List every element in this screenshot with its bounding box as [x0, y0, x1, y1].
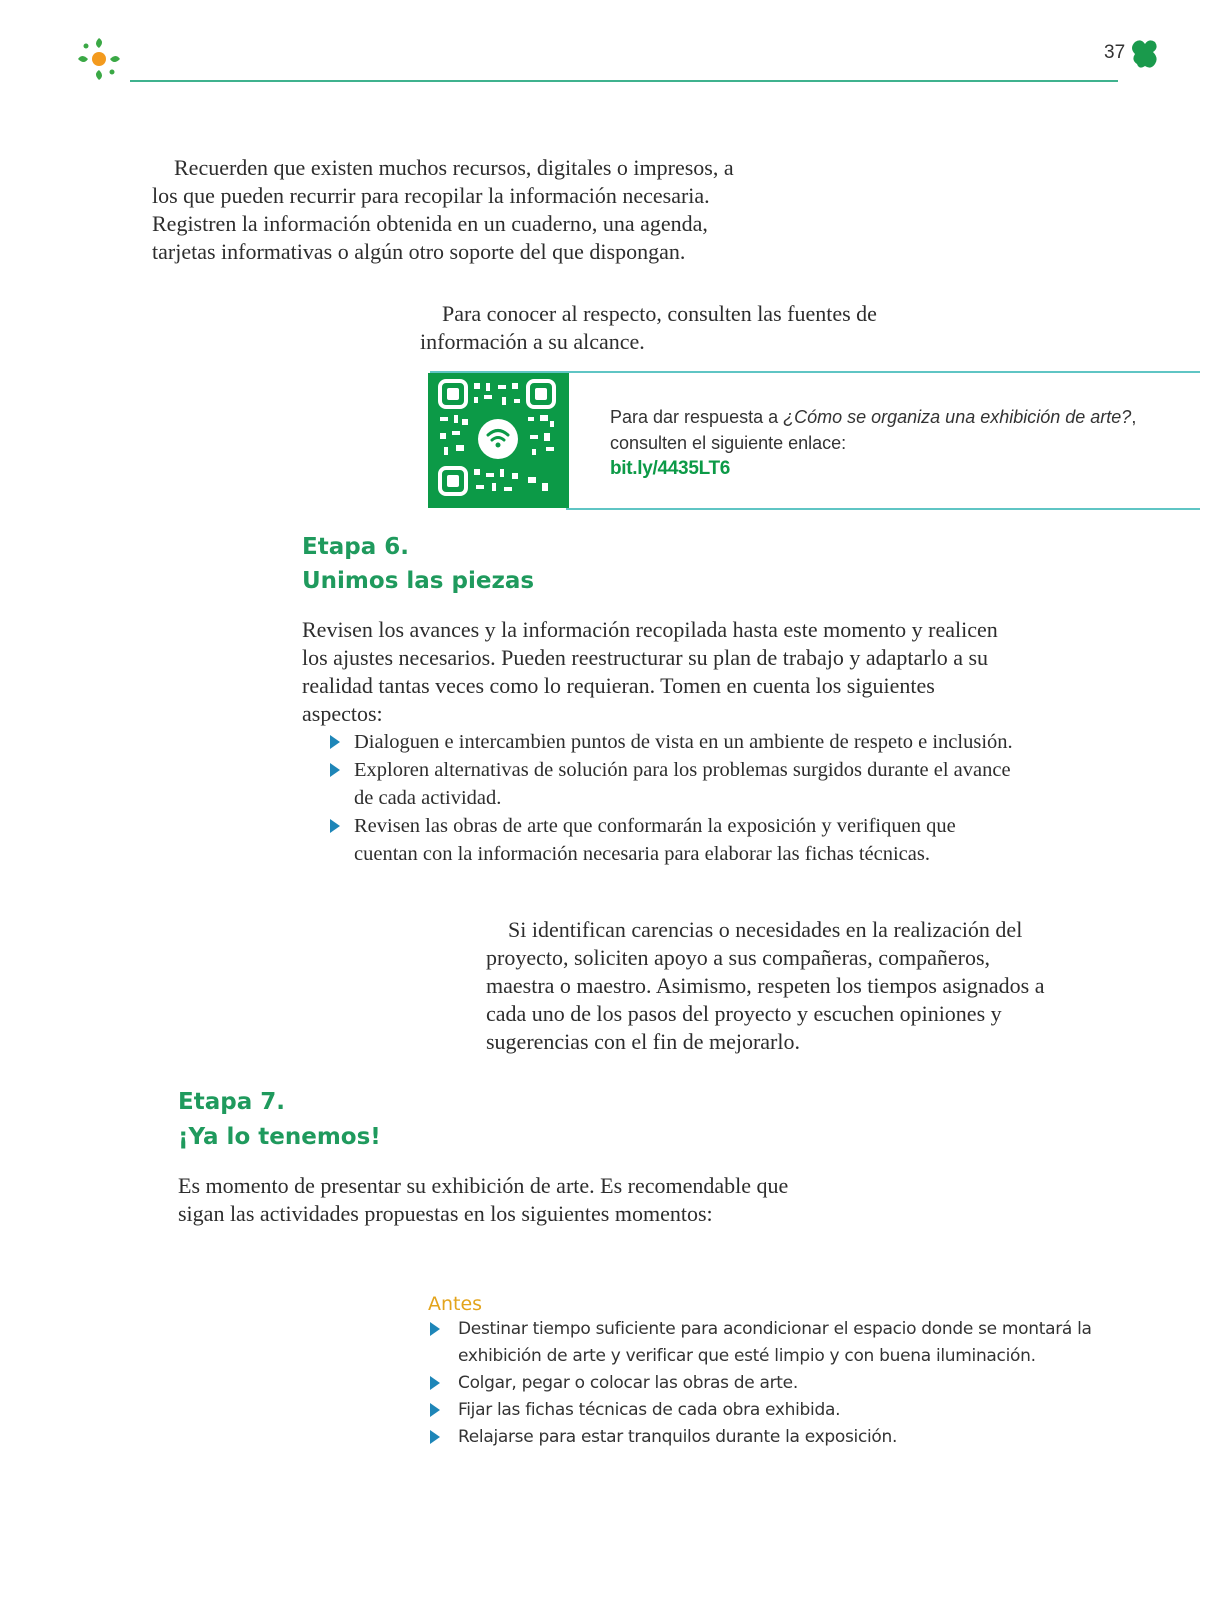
intro-paragraph: Recuerden que existen muchos recursos, digitales o impresos, a los que pueden recurrir para recopilar la información necesaria. Registren la información obtenida en un cuaderno, una agenda, tarjetas informativas o algún otro soporte del que dispongan.	[152, 155, 734, 264]
list-item: Revisen las obras de arte que conformarán la exposición y verifiquen que cuentan con la información necesaria para elaborar las fichas técnicas.	[302, 812, 1022, 868]
triangle-bullet-icon	[430, 1403, 440, 1417]
triangle-bullet-icon	[430, 1430, 440, 1444]
antes-title: Antes	[428, 1293, 483, 1315]
triangle-bullet-icon	[430, 1322, 440, 1336]
triangle-bullet-icon	[430, 1376, 440, 1390]
triangle-bullet-icon	[330, 819, 340, 833]
etapa6-note: Si identifican carencias o necesidades en la realización del proyecto, soliciten apoyo a sus compañeras, compañeros, maestra o maestro. Asimismo, respeten los tiempos asignados a cada uno de los pasos del proyecto y escuchen opiniones y sugerencias con el fin de mejorarlo.	[486, 917, 1045, 1054]
etapa6-title: Etapa 6.	[302, 534, 409, 560]
qr-link[interactable]: bit.ly/4435LT6	[610, 458, 731, 479]
know-more-paragraph: Para conocer al respecto, consulten las fuentes de información a su alcance.	[420, 301, 877, 354]
qr-code-icon	[428, 373, 569, 508]
green-figure-icon	[1131, 38, 1161, 74]
qr-rule-bottom	[566, 508, 1200, 510]
etapa7-body: Es momento de presentar su exhibición de arte. Es recomendable que sigan las actividades propuestas en los siguientes momentos:	[178, 1173, 789, 1226]
header-rule	[130, 80, 1118, 82]
list-item: Exploren alternativas de solución para los problemas surgidos durante el avance de cada actividad.	[302, 756, 1022, 812]
etapa7-title: Etapa 7.	[178, 1089, 285, 1115]
triangle-bullet-icon	[330, 735, 340, 749]
etapa6-body: Revisen los avances y la información recopilada hasta este momento y realicen los ajustes necesarios. Pueden reestructurar su plan de trabajo y adaptarlo a su realidad tantas veces como lo requieran. Tomen en cuenta los siguientes aspectos:	[302, 617, 998, 726]
list-item: Relajarse para estar tranquilos durante la exposición.	[428, 1424, 1108, 1451]
triangle-bullet-icon	[330, 763, 340, 777]
list-item: Destinar tiempo suficiente para acondicionar el espacio donde se montará la exhibición de arte y verificar que esté limpio y con buena iluminación.	[428, 1316, 1108, 1370]
antes-list	[428, 1316, 1108, 1451]
etapa6-bullet-list	[302, 728, 1022, 868]
flower-logo-icon	[72, 32, 126, 86]
etapa7-subtitle: ¡Ya lo tenemos!	[178, 1124, 381, 1150]
list-item: Colgar, pegar o colocar las obras de arte.	[428, 1370, 1108, 1397]
page-number: 37	[1104, 42, 1126, 63]
qr-instructions: Para dar respuesta a ¿Cómo se organiza una exhibición de arte?, consulten el siguiente enlace:	[610, 407, 1137, 453]
etapa6-subtitle: Unimos las piezas	[302, 568, 535, 594]
list-item: Fijar las fichas técnicas de cada obra exhibida.	[428, 1397, 1108, 1424]
list-item: Dialoguen e intercambien puntos de vista en un ambiente de respeto e inclusión.	[302, 728, 1022, 756]
